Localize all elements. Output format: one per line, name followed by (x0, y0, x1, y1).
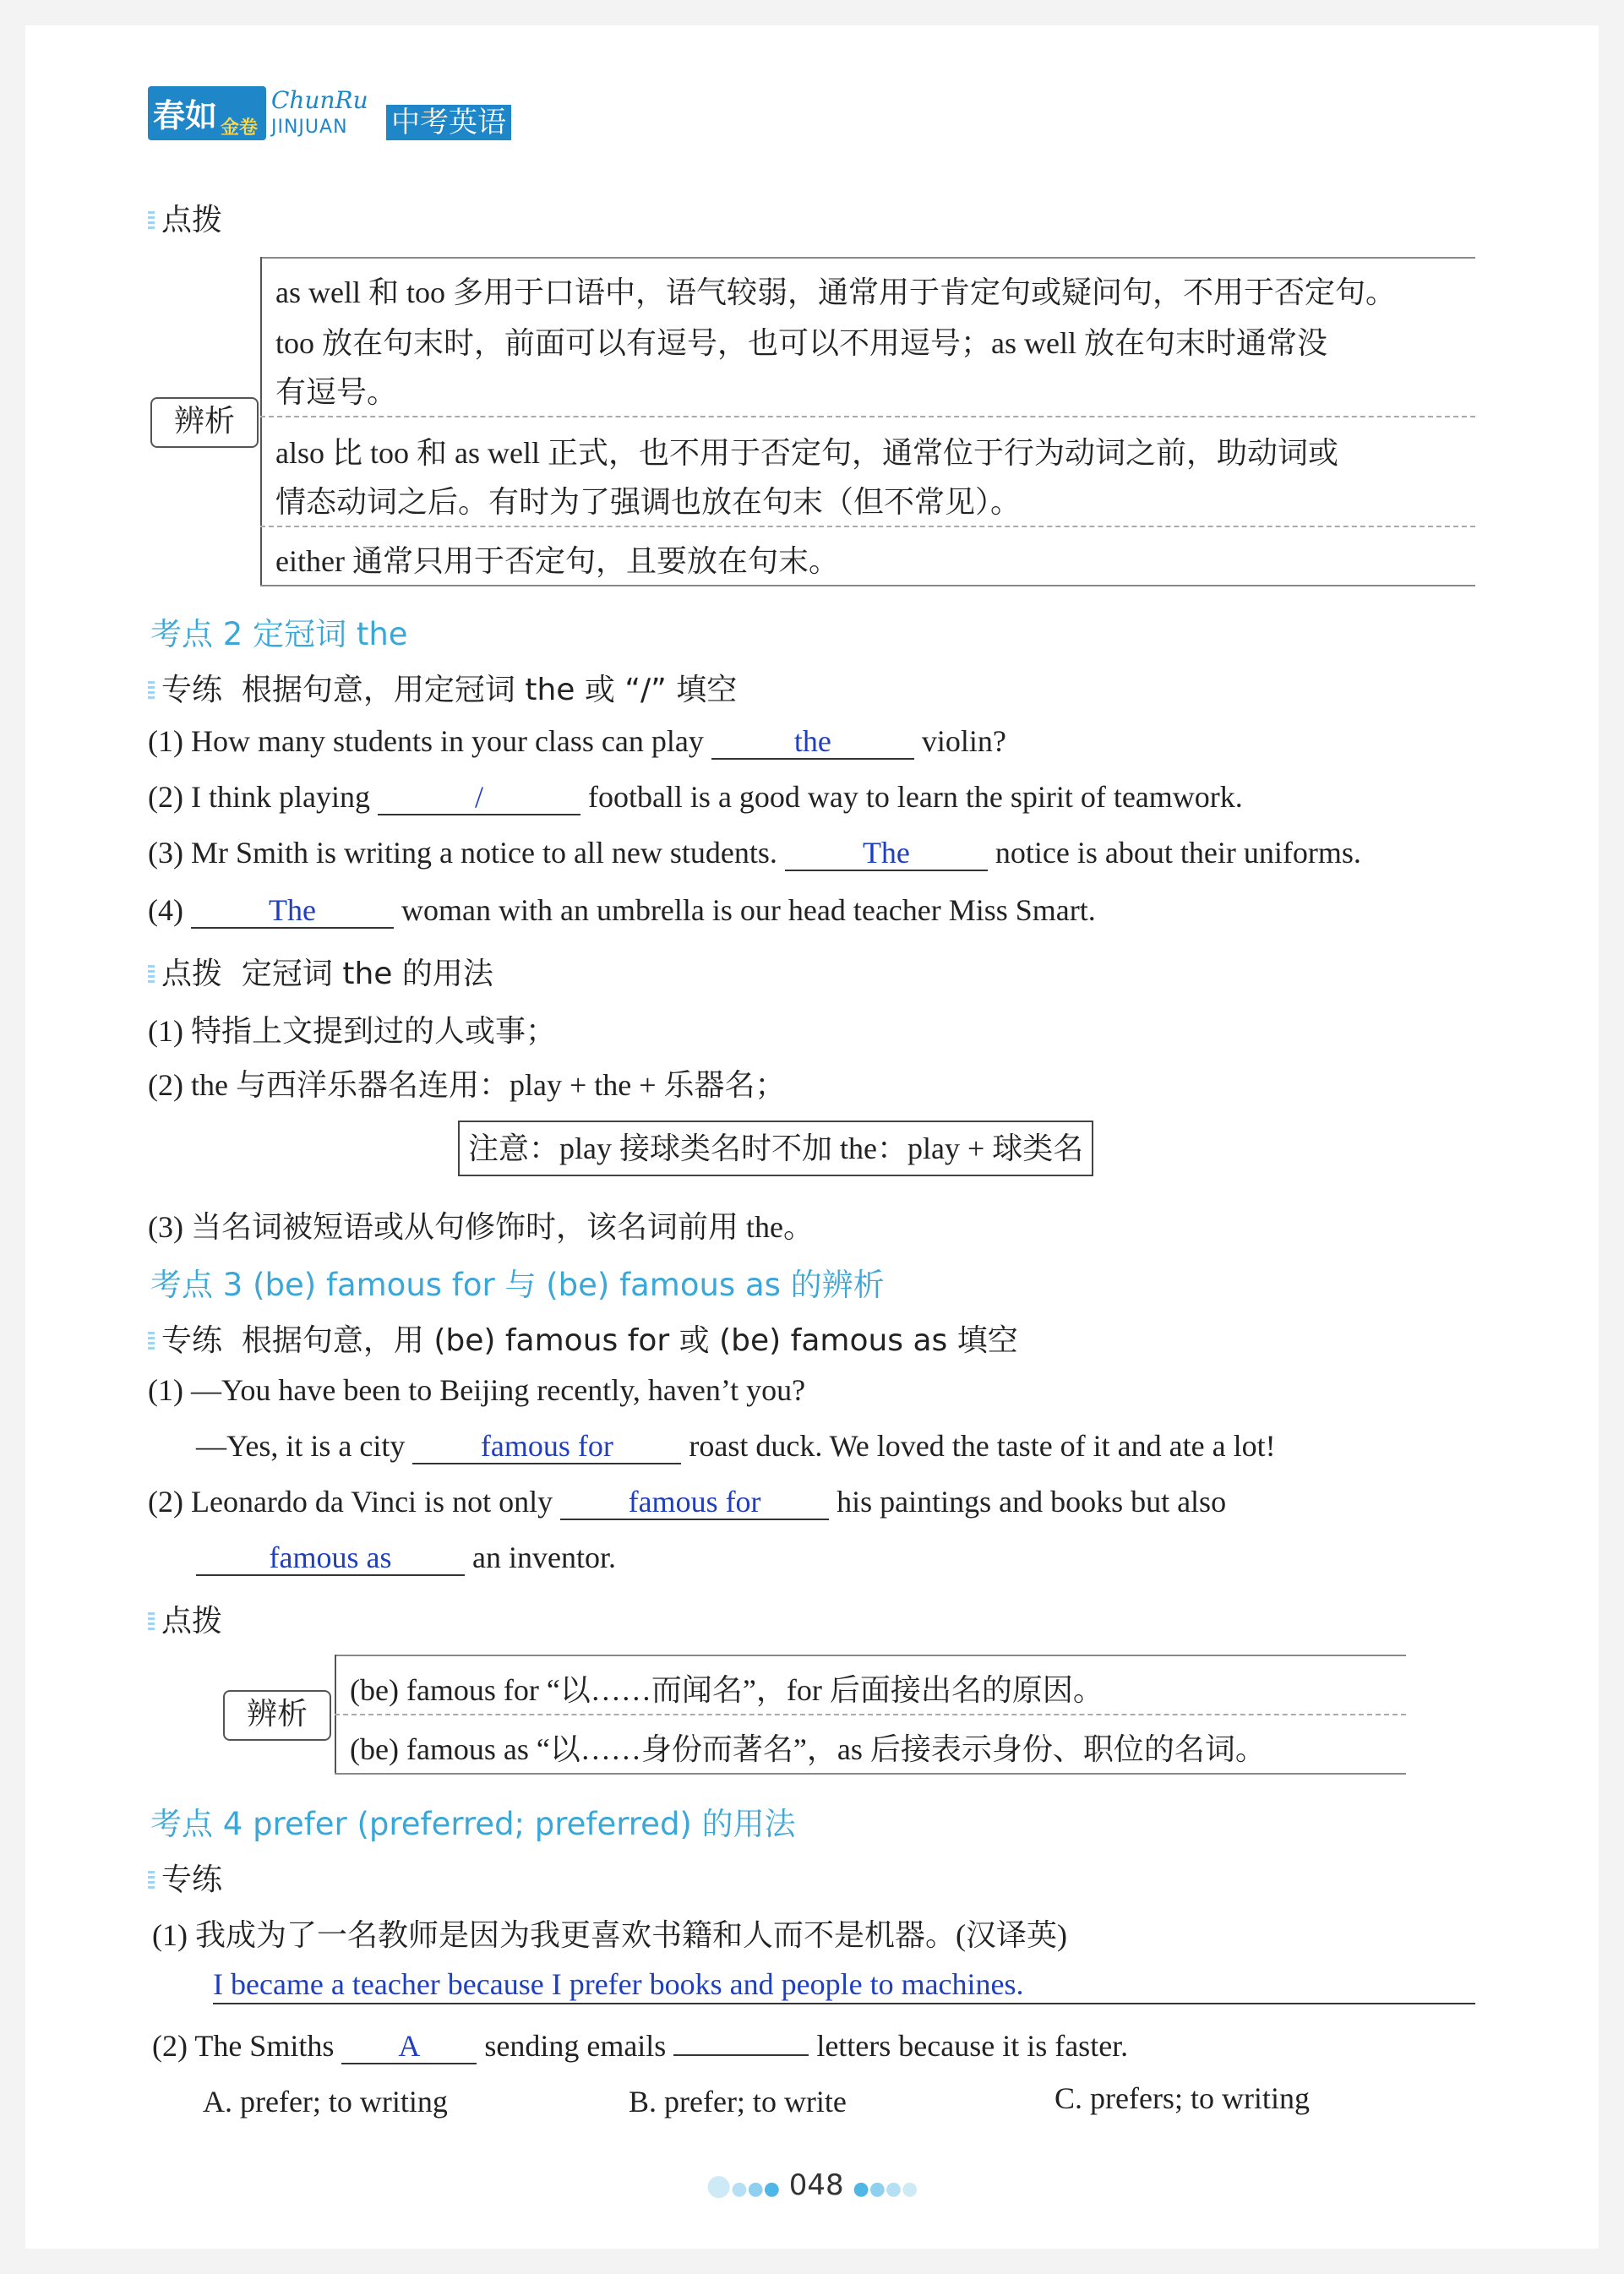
table-bottom (335, 1773, 1406, 1775)
kp3-practice: 专练 根据句意，用 (be) famous for 或 (be) famous as 填空 (148, 1317, 1018, 1360)
kp3-heading: 考点 3 (be) famous for 与 (be) famous as 的辨析 (150, 1267, 885, 1303)
page-footer (701, 2168, 923, 2202)
kp3-q2-line1: (2) Leonardo da Vinci is not only famous for his paintings and books but also (148, 1485, 1227, 1519)
marker-icon (148, 965, 155, 985)
marker-icon (148, 681, 155, 701)
answer-blank-empty[interactable] (673, 2054, 809, 2056)
marker-icon (148, 211, 155, 232)
answer-blank[interactable]: famous for (560, 1485, 829, 1520)
kp2-practice: 专练 根据句意，用定冠词 the 或 “/” 填空 (148, 666, 737, 709)
kp2-tip-line: (3) 当名词被短语或从句修饰时，该名词前用 the。 (148, 1210, 814, 1244)
analysis-row: also 比 too 和 as well 正式，也不用于否定句，通常位于行为动词之前，助动词或 (275, 436, 1338, 470)
analysis-row: as well 和 too 多用于口语中，语气较弱，通常用于肯定句或疑问句，不用于否定句。 (275, 275, 1396, 309)
dot-icon: ● (731, 2179, 748, 2200)
dot-icon: ● (747, 2179, 764, 2200)
analysis-row: too 放在句末时，前面可以有逗号，也可以不用逗号；as well 放在句末时通常没 (275, 326, 1327, 360)
answer-blank[interactable]: the (711, 724, 914, 760)
kp4-q2: (2) The Smiths A sending emails letters because it is faster. (152, 2029, 1129, 2063)
analysis-row: (be) famous as “以……身份而著名”，as 后接表示身份、职位的名词。 (350, 1732, 1266, 1766)
divider (260, 416, 1475, 417)
kp2-item-1: (1) How many students in your class can play the violin? (148, 724, 1006, 758)
kp2-item-2: (2) I think playing / football is a good way to learn the spirit of teamwork. (148, 780, 1243, 814)
kp2-item-3: (3) Mr Smith is writing a notice to all new students. The notice is about their uniforms. (148, 836, 1361, 870)
dot-icon: ● (763, 2179, 780, 2200)
kp2-tip: 点拨 定冠词 the 的用法 (148, 950, 493, 993)
kp2-item-4: (4) The woman with an umbrella is our head teacher Miss Smart. (148, 893, 1096, 927)
kp2-tip-line: (1) 特指上文提到过的人或事； (148, 1014, 556, 1048)
tag-bianxi: 辨析 (150, 397, 259, 448)
kp3-q2-line2: famous as an inventor. (196, 1540, 616, 1576)
answer-blank[interactable]: A (341, 2029, 477, 2064)
analysis-row: (be) famous for “以……而闻名”，for 后面接出名的原因。 (350, 1673, 1104, 1707)
answer-blank[interactable]: famous as (196, 1541, 465, 1576)
table-left (260, 257, 262, 585)
kp4-practice: 专练 (148, 1856, 222, 1899)
answer-blank[interactable]: famous for (412, 1429, 681, 1464)
option-b[interactable]: B. prefer; to write (629, 2085, 847, 2119)
dot-icon: ● (902, 2179, 918, 2200)
brand-bottom: JINJUAN (271, 117, 348, 138)
page-number: 048 (788, 2168, 844, 2202)
kp3-tip: 点拨 (148, 1597, 222, 1640)
table-top (260, 257, 1475, 259)
kp3-q1-line2: —Yes, it is a city famous for roast duck. We loved the taste of it and ate a lot! (196, 1429, 1276, 1463)
dot-icon: ● (869, 2179, 886, 2200)
table-top (335, 1655, 1406, 1656)
option-c[interactable]: C. prefers; to writing (1055, 2081, 1310, 2115)
kp4-q1-answer[interactable]: I became a teacher because I prefer books and people to machines. (213, 1966, 1475, 2004)
marker-icon (148, 1332, 155, 1352)
tag-bianxi: 辨析 (223, 1690, 331, 1741)
logo-sub: 金卷 (221, 117, 259, 139)
kp3-q1-line1: (1) —You have been to Beijing recently, haven’t you? (148, 1373, 806, 1407)
marker-icon (148, 1612, 155, 1633)
kp4-q1: (1) 我成为了一名教师是因为我更喜欢书籍和人而不是机器。(汉译英) (152, 1918, 1067, 1952)
answer-blank[interactable]: The (785, 836, 988, 871)
brand-top: ChunRu (271, 86, 368, 114)
series-title: 中考英语 (386, 105, 511, 140)
logo (148, 85, 528, 144)
option-a[interactable]: A. prefer; to writing (203, 2085, 448, 2119)
analysis-row: 有逗号。 (275, 375, 398, 409)
kp2-heading: 考点 2 定冠词 the (150, 616, 408, 652)
kp4-heading: 考点 4 prefer (preferred; preferred) 的用法 (150, 1806, 796, 1842)
analysis-row: 情态动词之后。有时为了强调也放在句末（但不常见）。 (275, 485, 1022, 519)
divider (335, 1714, 1406, 1715)
tip-label-1: 点拨 (148, 196, 222, 239)
kp2-tip-line: (2) the 与西洋乐器名连用：play + the + 乐器名； (148, 1068, 786, 1102)
dot-icon: ● (706, 2168, 732, 2202)
dot-icon: ● (853, 2179, 869, 2200)
marker-icon (148, 1871, 155, 1891)
answer-blank[interactable]: The (191, 893, 394, 929)
logo-chars: 春如 (153, 97, 218, 134)
note-box: 注意：play 接球类名时不加 the：play + 球类名 (458, 1121, 1093, 1176)
divider (260, 526, 1475, 527)
analysis-row: either 通常只用于否定句，且要放在句末。 (275, 544, 839, 578)
dot-icon: ● (885, 2179, 902, 2200)
answer-blank[interactable]: / (378, 780, 580, 815)
table-bottom (260, 585, 1475, 586)
